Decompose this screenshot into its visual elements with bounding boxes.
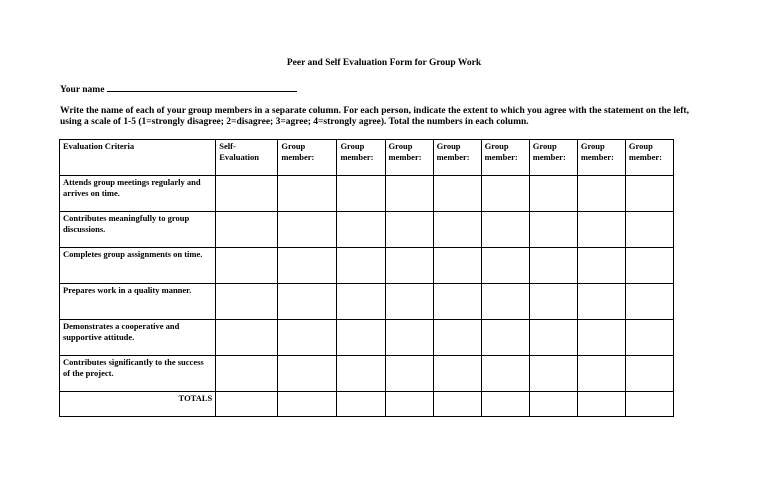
score-cell[interactable]	[481, 356, 529, 392]
criterion-label: Prepares work in a quality manner.	[60, 284, 216, 320]
evaluation-table	[59, 139, 674, 417]
total-cell[interactable]	[625, 392, 673, 417]
score-cell[interactable]	[385, 320, 433, 356]
score-cell[interactable]	[577, 284, 625, 320]
your-name-field[interactable]	[107, 82, 297, 92]
criterion-label: Demonstrates a cooperative and supportive attitude.	[60, 320, 216, 356]
table-row	[60, 212, 674, 248]
score-cell[interactable]	[529, 248, 577, 284]
score-cell[interactable]	[337, 176, 385, 212]
score-cell[interactable]	[337, 248, 385, 284]
criterion-label: Contributes significantly to the success of the project.	[60, 356, 216, 392]
score-cell[interactable]	[625, 320, 673, 356]
score-cell[interactable]	[385, 176, 433, 212]
criterion-label: Attends group meetings regularly and arrives on time.	[60, 176, 216, 212]
header-self-evaluation: Self-Evaluation	[216, 140, 278, 176]
score-cell[interactable]	[385, 356, 433, 392]
score-cell[interactable]	[337, 284, 385, 320]
header-group-member: Group member:	[433, 140, 481, 176]
score-cell[interactable]	[385, 212, 433, 248]
header-group-member: Group member:	[625, 140, 673, 176]
score-cell[interactable]	[481, 212, 529, 248]
score-cell[interactable]	[337, 320, 385, 356]
criterion-label: Completes group assignments on time.	[60, 248, 216, 284]
table-row	[60, 284, 674, 320]
totals-label: TOTALS	[60, 392, 216, 417]
table-row	[60, 176, 674, 212]
total-cell[interactable]	[433, 392, 481, 417]
score-cell[interactable]	[278, 248, 337, 284]
score-cell[interactable]	[481, 176, 529, 212]
score-cell[interactable]	[278, 356, 337, 392]
your-name-label: Your name	[60, 85, 105, 95]
score-cell[interactable]	[577, 320, 625, 356]
header-group-member: Group member:	[337, 140, 385, 176]
score-cell[interactable]	[216, 176, 278, 212]
score-cell[interactable]	[216, 320, 278, 356]
score-cell[interactable]	[433, 356, 481, 392]
table-row	[60, 248, 674, 284]
header-row	[60, 140, 674, 176]
total-cell[interactable]	[337, 392, 385, 417]
score-cell[interactable]	[216, 284, 278, 320]
score-cell[interactable]	[337, 356, 385, 392]
header-group-member: Group member:	[481, 140, 529, 176]
score-cell[interactable]	[481, 284, 529, 320]
instructions: Write the name of each of your group members in a separate column. For each person, indicate the extent to which you agree with the statement on the left, using a scale of 1-5 (1=strongly disagree; 2=disagree; 3=agree; 4=strongly agree). Total the numbers in each column.	[60, 106, 689, 127]
score-cell[interactable]	[577, 356, 625, 392]
total-cell[interactable]	[481, 392, 529, 417]
score-cell[interactable]	[278, 176, 337, 212]
total-cell[interactable]	[577, 392, 625, 417]
score-cell[interactable]	[577, 212, 625, 248]
score-cell[interactable]	[529, 320, 577, 356]
score-cell[interactable]	[385, 248, 433, 284]
score-cell[interactable]	[278, 284, 337, 320]
table-row	[60, 356, 674, 392]
score-cell[interactable]	[216, 356, 278, 392]
total-cell[interactable]	[278, 392, 337, 417]
score-cell[interactable]	[577, 248, 625, 284]
score-cell[interactable]	[216, 248, 278, 284]
score-cell[interactable]	[625, 176, 673, 212]
score-cell[interactable]	[481, 248, 529, 284]
score-cell[interactable]	[577, 176, 625, 212]
header-group-member: Group member:	[385, 140, 433, 176]
score-cell[interactable]	[625, 212, 673, 248]
score-cell[interactable]	[529, 284, 577, 320]
total-cell[interactable]	[216, 392, 278, 417]
total-cell[interactable]	[529, 392, 577, 417]
score-cell[interactable]	[216, 212, 278, 248]
score-cell[interactable]	[278, 320, 337, 356]
criterion-label: Contributes meaningfully to group discussions.	[60, 212, 216, 248]
table-row	[60, 320, 674, 356]
score-cell[interactable]	[529, 356, 577, 392]
header-group-member: Group member:	[577, 140, 625, 176]
score-cell[interactable]	[625, 248, 673, 284]
score-cell[interactable]	[529, 176, 577, 212]
score-cell[interactable]	[433, 176, 481, 212]
score-cell[interactable]	[625, 356, 673, 392]
total-cell[interactable]	[385, 392, 433, 417]
header-criteria: Evaluation Criteria	[60, 140, 216, 176]
score-cell[interactable]	[433, 212, 481, 248]
form-title: Peer and Self Evaluation Form for Group Work	[286, 58, 482, 68]
score-cell[interactable]	[625, 284, 673, 320]
score-cell[interactable]	[433, 284, 481, 320]
header-group-member: Group member:	[278, 140, 337, 176]
score-cell[interactable]	[337, 212, 385, 248]
totals-row	[60, 392, 674, 417]
score-cell[interactable]	[433, 320, 481, 356]
your-name-line	[60, 82, 297, 95]
score-cell[interactable]	[278, 212, 337, 248]
score-cell[interactable]	[481, 320, 529, 356]
score-cell[interactable]	[433, 248, 481, 284]
score-cell[interactable]	[385, 284, 433, 320]
score-cell[interactable]	[529, 212, 577, 248]
header-group-member: Group member:	[529, 140, 577, 176]
